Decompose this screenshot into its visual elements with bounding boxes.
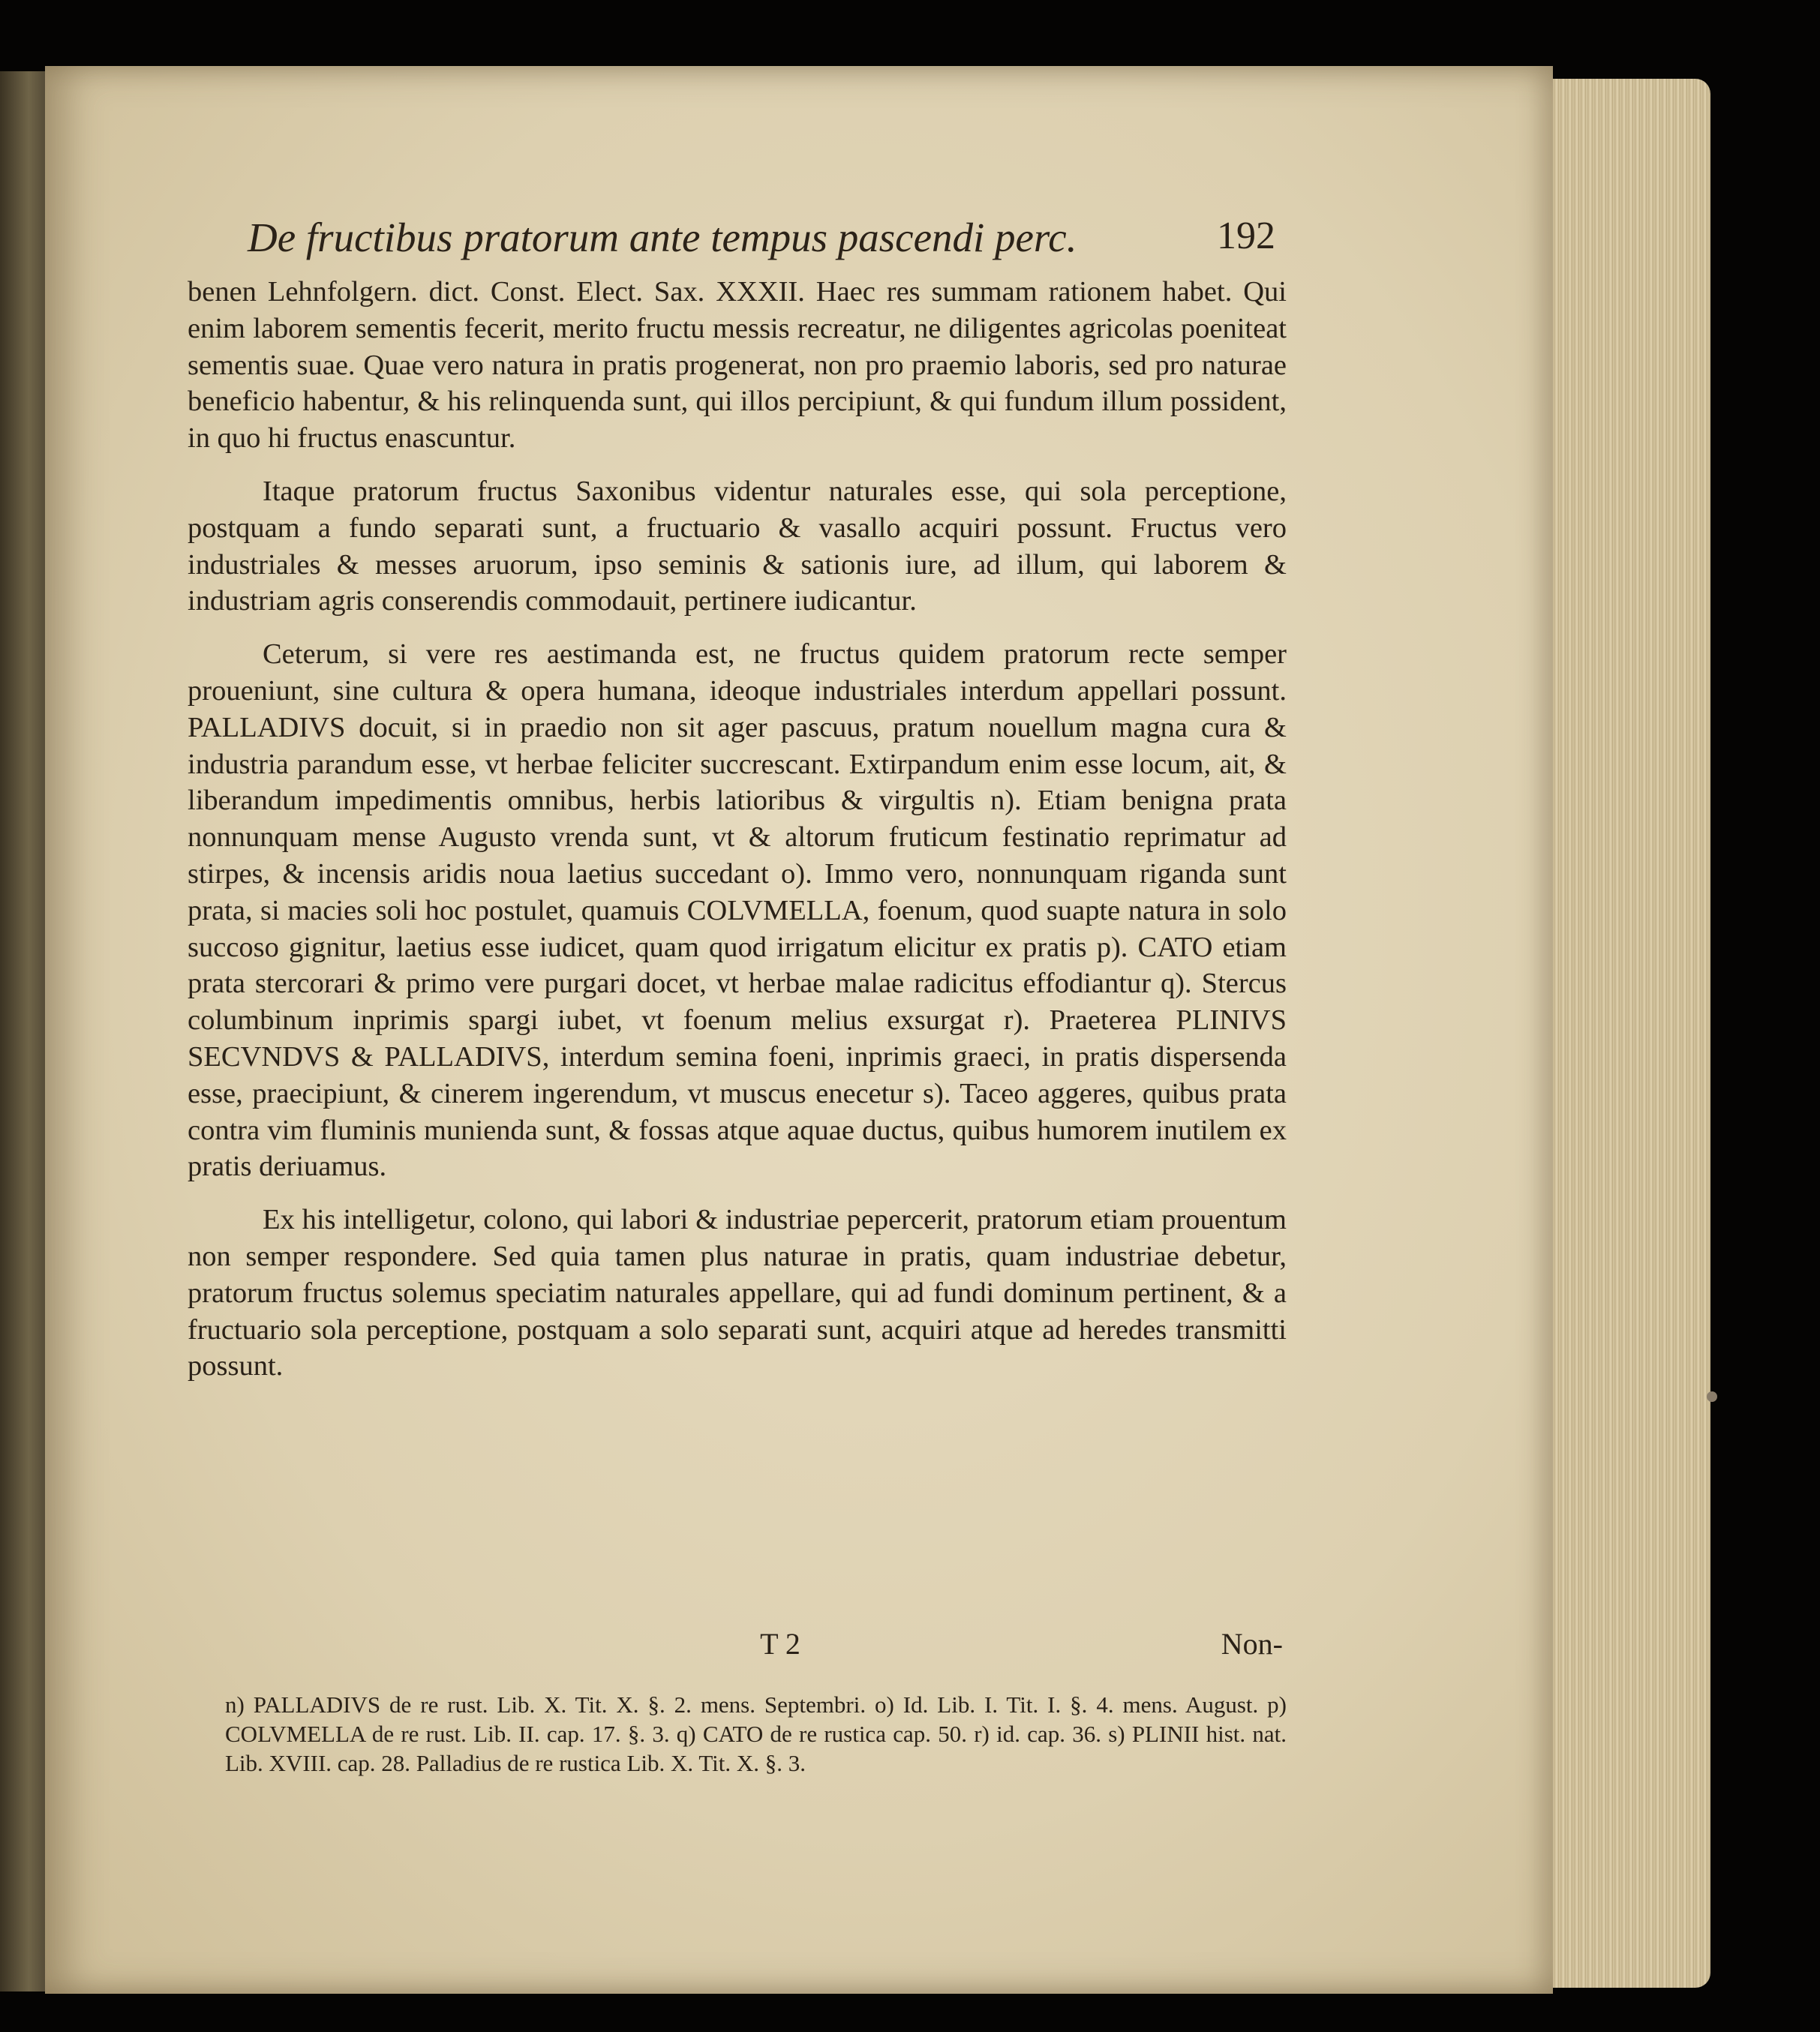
signature-mark: T 2 <box>760 1627 800 1661</box>
footnotes <box>225 1690 1287 1778</box>
page-number: 192 <box>1217 215 1275 257</box>
paper-stain <box>1707 1391 1717 1402</box>
footnote-text: n) PALLADIVS de re rust. Lib. X. Tit. X. §. 2. mens. Septembri. o) Id. Lib. I. Tit. I. §. 4. mens. August. p) COLVMELLA de re rust. Lib. II. cap. 17. §. 3. q) CATO de re rustica cap. 50. r) id. cap. 36. s) PLINII hist. nat. Lib. XVIII. cap. 28. Palladius de re rustica Lib. X. Tit. X. §. 3. <box>225 1691 1287 1776</box>
main-text <box>188 274 1287 1385</box>
running-head <box>248 214 1275 266</box>
catchword: Non- <box>1221 1627 1283 1661</box>
paragraph-4: Ex his intelligetur, colono, qui labori & industriae pepercerit, pratorum etiam prouentum non semper respondere. Sed quia tamen plus naturae in pratis, quam industriae debetur, pratorum fructus solemus speciatim naturales appellare, qui ad fundi dominum pertinent, & a fructuario sola perceptione, postquam a solo separati sunt, acquiri atque ad heredes transmitti possunt. <box>188 1204 1287 1382</box>
paragraph-3: Ceterum, si vere res aestimanda est, ne fructus quidem pratorum recte semper proueniunt, sine cultura & opera humana, ideoque industriales interdum appellari possunt. PALLADIVS docuit, si in praedio non sit ager pascuus, pratum nouellum magna cura & industria parandum esse, vt herbae feliciter succrescant. Extirpandum enim esse locum, ait, & liberandum impedimentis omnibus, herbis latioribus & virgultis n). Etiam benigna prata nonnunquam mense Augusto vrenda sunt, vt & altorum fruticum festinatio reprimatur ad stirpes, & incensis aridis noua laetius succedant o). Immo vero, nonnunquam riganda sunt prata, si macies soli hoc postulet, quamuis COLVMELLA, foenum, quod suapte natura in solo succoso gignitur, laetius esse iudicet, quam quod irrigatum elicitur ex pratis p). CATO etiam prata stercorari & primo vere purgari docet, vt herbae malae radicitus effodiantur q). Stercus columbinum inprimis spargi iubet, vt foenum melius exsurgat r). Praeterea PLINIVS SECVNDVS & PALLADIVS, interdum semina foeni, inprimis graeci, in pratis dispersenda esse, praecipiunt, & cinerem ingerendum, vt muscus enecetur s). Taceo aggeres, quibus prata contra vim fluminis munienda sunt, & fossas atque aquae ductus, quibus humorem inutilem ex pratis deriuamus. <box>188 638 1287 1183</box>
paragraph-2: Itaque pratorum fructus Saxonibus videntur naturales esse, qui sola perceptione, postquam a fundo separati sunt, a fructuario & vasallo acquiri possunt. Fructus vero industriales & messes aruorum, ipso seminis & sationis iure, ad illum, qui laborem & industriam agris conserendis commodauit, pertinere iudicantur. <box>188 475 1287 617</box>
running-head-title: De fructibus pratorum ante tempus pascendi perc. <box>248 215 1077 260</box>
paragraph-1: benen Lehnfolgern. dict. Const. Elect. Sax. XXXII. Haec res summam rationem habet. Qui enim laborem sementis fecerit, merito fructu messis recreatur, ne diligentes agricolas poeniteat sementis suae. Quae vero natura in pratis progenerat, non pro praemio laboris, sed pro naturae beneficio habentur, & his relinquenda sunt, qui illos percipiunt, & qui fundum illum possident, in quo hi fructus enascuntur. <box>188 276 1287 455</box>
page-stack-edge <box>1545 79 1710 1988</box>
